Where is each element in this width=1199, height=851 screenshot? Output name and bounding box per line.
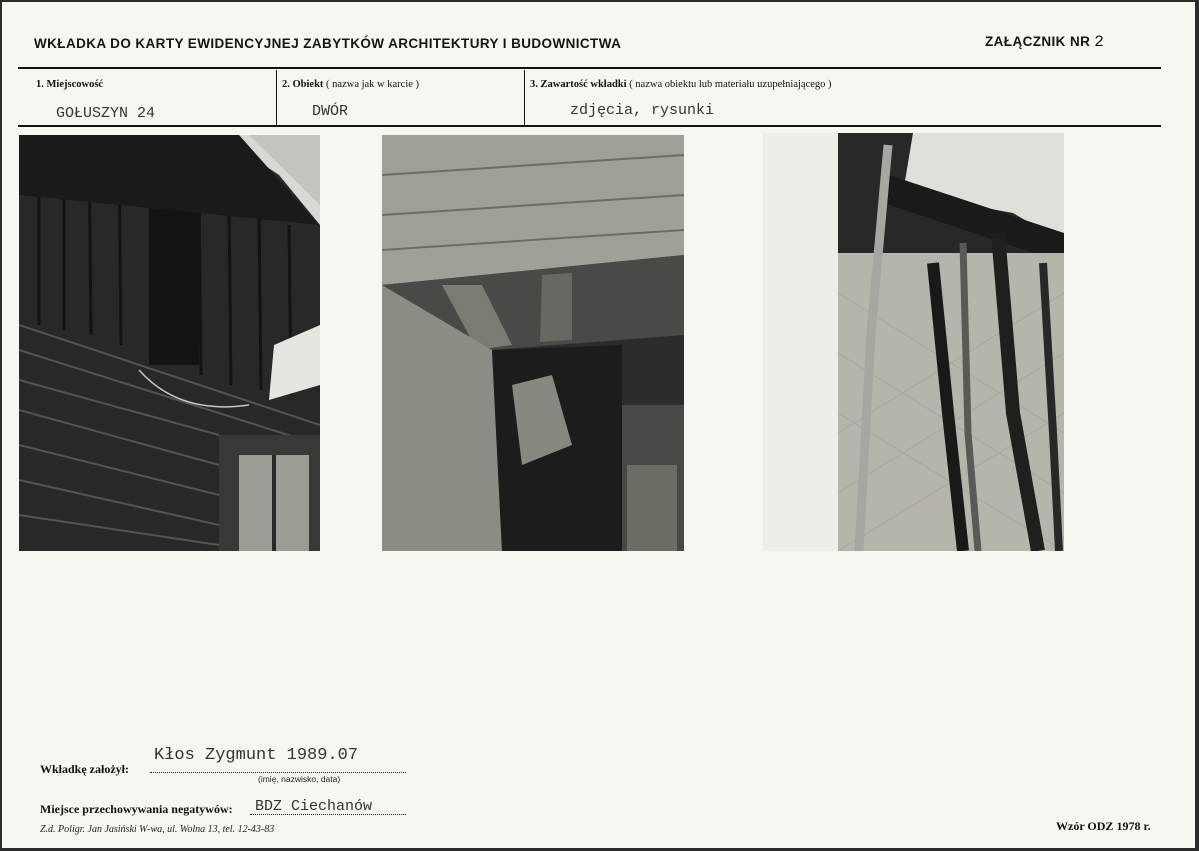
- field-divider-1: [276, 70, 277, 127]
- annex-label: ZAŁĄCZNIK NR 2: [985, 33, 1105, 51]
- wooden-wall-photo: [19, 135, 320, 551]
- contents-value: zdjęcia, rysunki: [570, 102, 715, 119]
- storage-label: Miejsce przechowywania negatywów:: [40, 802, 233, 816]
- template-mark: Wzór ODZ 1978 r.: [1056, 819, 1151, 833]
- founder-dotted-line: [150, 771, 406, 773]
- founder-hint: (imię, nazwisko, data): [258, 774, 341, 784]
- contents-label: 3. Zawartość wkładki ( nazwa obiektu lub materiału uzupełniającego ): [530, 79, 832, 90]
- field-divider-2: [524, 70, 525, 127]
- founder-value: Kłos Zygmunt 1989.07: [154, 746, 359, 765]
- annex-number: 2: [1094, 33, 1105, 51]
- document-title: WKŁADKA DO KARTY EWIDENCYJNEJ ZABYTKÓW ARCHITEKTURY I BUDOWNICTWA: [34, 36, 622, 51]
- object-label: 2. Obiekt ( nazwa jak w karcie ): [282, 79, 420, 90]
- header-rule-bottom: [18, 125, 1161, 127]
- storage-dotted-line: [250, 813, 406, 815]
- locality-label: 1. Miejscowość: [36, 79, 104, 90]
- ceiling-beams-photo: [382, 135, 684, 551]
- printer-imprint: Z.d. Poligr. Jan Jasiński W-wa, ul. Wolna 13, tel. 12-43-83: [40, 824, 275, 835]
- pole-supports-photo: [763, 133, 1064, 551]
- storage-value: BDZ Ciechanów: [255, 798, 373, 815]
- founder-label: Wkładkę założył:: [40, 762, 129, 776]
- object-value: DWÓR: [312, 103, 349, 120]
- locality-value: GOŁUSZYN 24: [56, 105, 156, 122]
- header-rule-top: [18, 67, 1161, 69]
